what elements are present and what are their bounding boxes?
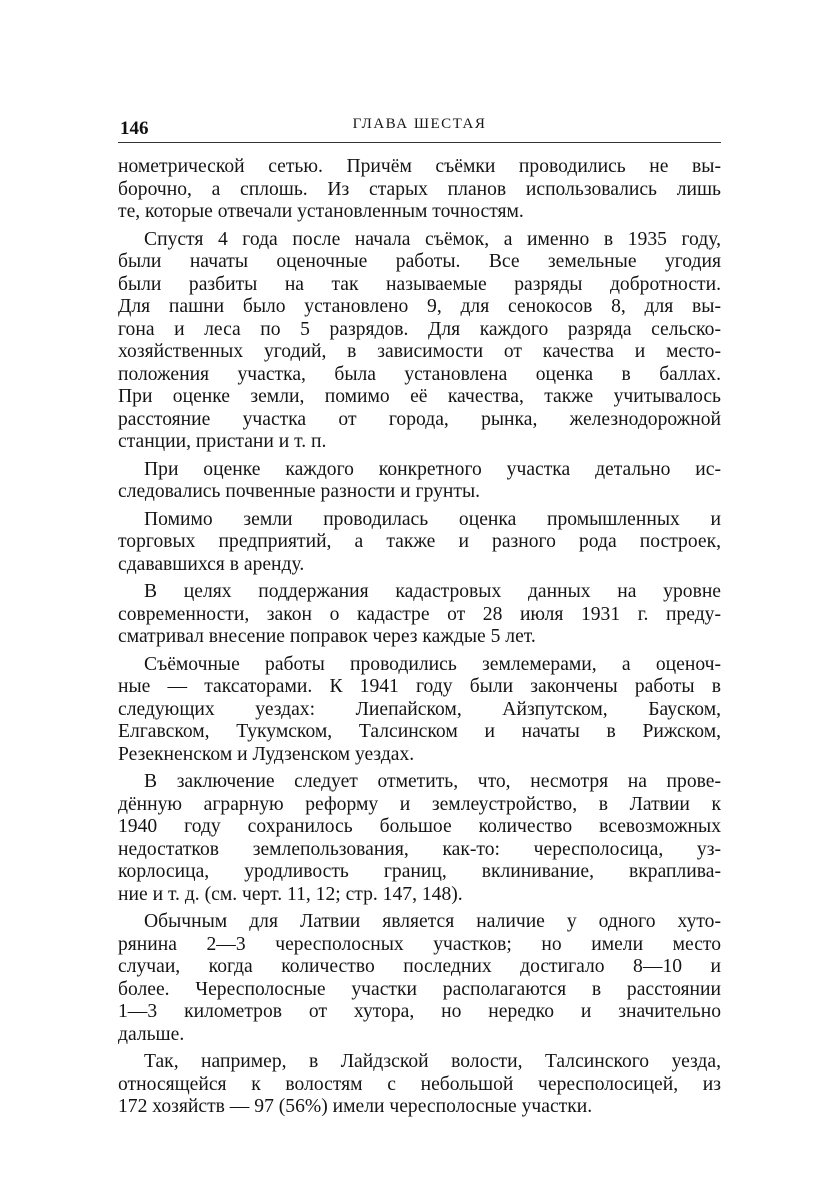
paragraph <box>118 654 721 767</box>
text-line: корлосица, уродливость границ, вклинивание, вкраплива- <box>118 861 721 882</box>
text-line: В заключение следует отметить, что, несмотря на прове- <box>144 771 721 792</box>
text-line: были разбиты на так называемые разряды добротности. <box>118 273 721 295</box>
paragraph <box>118 911 721 1046</box>
text-line: Для пашни было установлено 9, для сенокосов 8, для вы- <box>118 296 721 317</box>
body-text <box>118 156 721 1119</box>
text-line: недостатков землепользования, как-то: чересполосица, уз- <box>118 838 721 860</box>
paragraph <box>118 1051 721 1119</box>
text-line: хозяйственных угодий, в зависимости от качества и место- <box>118 341 721 362</box>
text-line: следовались почвенные разности и грунты. <box>118 481 481 502</box>
text-line: станции, пристани и т. п. <box>118 431 327 452</box>
text-line: торговых предприятий, а также и разного рода построек, <box>118 531 721 552</box>
paragraph <box>118 509 721 577</box>
text-line: 1—3 километров от хутора, но нередко и значительно <box>118 1001 721 1022</box>
text-line: борочно, а сплошь. Из старых планов использовались лишь <box>118 178 721 200</box>
chapter-title: ГЛАВА ШЕСТАЯ <box>352 116 487 132</box>
paragraph <box>118 771 721 906</box>
text-line: те, которые отвечали установленным точностям. <box>118 201 524 222</box>
text-line: Спустя 4 года после начала съёмок, а именно в 1935 году, <box>144 228 721 250</box>
paragraph <box>118 581 721 649</box>
text-line: ные — таксаторами. К 1941 году были закончены работы в <box>118 676 721 697</box>
text-line: сдававшихся в аренду. <box>118 553 305 575</box>
text-line: случаи, когда количество последних достигало 8—10 и <box>118 956 721 977</box>
paragraph <box>118 459 721 504</box>
text-line: 1940 году сохранилось большое количество всевозможных <box>118 816 721 837</box>
text-line: При оценке каждого конкретного участка детально ис- <box>144 458 721 480</box>
text-line: ние и т. д. (см. черт. 11, 12; стр. 147, 148). <box>118 883 463 905</box>
paragraph <box>118 156 721 224</box>
text-line: Обычным для Латвии является наличие у одного хуто- <box>144 911 721 932</box>
text-line: Так, например, в Лайдзской волости, Талсинского уезда, <box>144 1051 721 1072</box>
text-line: В целях поддержания кадастровых данных на уровне <box>144 581 721 602</box>
text-line: дальше. <box>118 1023 185 1045</box>
text-line: При оценке земли, помимо её качества, также учитывалось <box>118 386 721 407</box>
page-number: 146 <box>120 118 149 139</box>
text-line: расстояние участка от города, рынка, железнодорожной <box>118 408 721 430</box>
text-line: сматривал внесение поправок через каждые 5 лет. <box>118 626 536 647</box>
text-line: дённую аграрную реформу и землеустройство, в Латвии к <box>118 793 721 815</box>
text-line: положения участка, была установлена оценка в баллах. <box>118 363 721 385</box>
text-line: следующих уездах: Лиепайском, Айзпутском, Бауском, <box>118 698 721 720</box>
running-header <box>118 112 721 142</box>
text-line: Съёмочные работы проводились землемерами, а оценоч- <box>144 653 721 675</box>
text-line: рянина 2—3 чересполосных участков; но имели место <box>118 933 721 955</box>
text-line: относящейся к волостям с небольшой чересполосицей, из <box>118 1073 721 1095</box>
text-line: современности, закон о кадастре от 28 июля 1931 г. преду- <box>118 603 721 625</box>
text-line: 172 хозяйств — 97 (56%) имели чересполосные участки. <box>118 1096 593 1117</box>
text-line: Елгавском, Тукумском, Талсинском и начаты в Рижском, <box>118 721 721 742</box>
text-line: более. Чересполосные участки располагаются в расстоянии <box>118 978 721 1000</box>
text-line: Резекненском и Лудзенском уездах. <box>118 743 415 765</box>
text-line: нометрической сетью. Причём съёмки проводились не вы- <box>118 156 721 177</box>
text-line: были начаты оценочные работы. Все земельные угодия <box>118 251 721 272</box>
header-rule <box>118 142 721 143</box>
text-line: Помимо земли проводилась оценка промышленных и <box>144 508 721 530</box>
text-line: гона и леса по 5 разрядов. Для каждого разряда сельско- <box>118 318 721 340</box>
paragraph <box>118 229 721 454</box>
